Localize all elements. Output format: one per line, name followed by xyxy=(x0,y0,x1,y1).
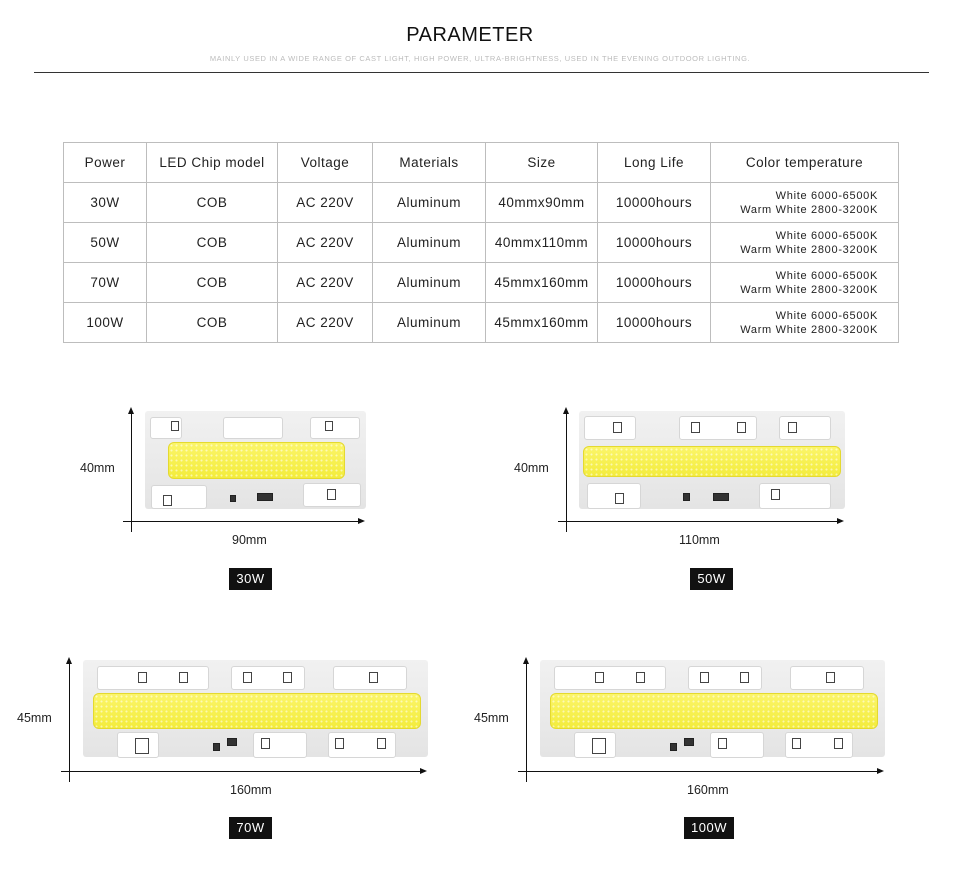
width-label: 160mm xyxy=(230,783,272,797)
header-materials: Materials xyxy=(373,143,486,183)
height-label: 40mm xyxy=(80,461,115,475)
component xyxy=(325,421,333,431)
component xyxy=(592,738,606,754)
component xyxy=(595,672,604,683)
cell-material: Aluminum xyxy=(373,303,486,343)
component xyxy=(700,672,709,683)
header-chip-model: LED Chip model xyxy=(147,143,278,183)
power-badge: 50W xyxy=(690,568,733,590)
solder-pad xyxy=(554,666,666,690)
component xyxy=(826,672,835,683)
cell-color-temperature xyxy=(711,303,899,343)
solder-pad xyxy=(310,417,360,439)
cell-size: 45mmx160mm xyxy=(486,303,598,343)
component xyxy=(213,743,220,751)
width-axis xyxy=(61,771,421,772)
color-white: White 6000-6500K xyxy=(775,309,878,322)
component xyxy=(243,672,252,683)
cell-chip: COB xyxy=(147,303,278,343)
width-axis xyxy=(518,771,878,772)
cell-size: 45mmx160mm xyxy=(486,263,598,303)
table-row xyxy=(64,223,899,263)
header-long-life: Long Life xyxy=(598,143,711,183)
solder-pad xyxy=(223,417,283,439)
component xyxy=(670,743,677,751)
component xyxy=(327,489,336,500)
page-subtitle: MAINLY USED IN A WIDE RANGE OF CAST LIGHT, HIGH POWER, ULTRA-BRIGHTNESS, USED IN THE EVENING OUTDOOR LIGHTING. xyxy=(209,54,751,63)
color-warm-white: Warm White 2800-3200K xyxy=(740,323,878,336)
component xyxy=(691,422,700,433)
component xyxy=(792,738,801,749)
color-warm-white: Warm White 2800-3200K xyxy=(740,203,878,216)
component xyxy=(261,738,270,749)
component xyxy=(369,672,378,683)
arrow-up-icon xyxy=(563,407,569,414)
arrow-up-icon xyxy=(66,657,72,664)
page-title: PARAMETER xyxy=(406,24,534,46)
height-axis xyxy=(566,412,567,532)
component xyxy=(683,493,690,501)
width-axis xyxy=(123,521,359,522)
component xyxy=(613,422,622,433)
cell-power: 70W xyxy=(64,263,147,303)
cell-power: 50W xyxy=(64,223,147,263)
cell-material: Aluminum xyxy=(373,223,486,263)
cell-life: 10000hours xyxy=(598,183,711,223)
component xyxy=(257,493,273,501)
header-power: Power xyxy=(64,143,147,183)
arrow-up-icon xyxy=(128,407,134,414)
solder-pad xyxy=(151,485,207,509)
height-label: 45mm xyxy=(474,711,509,725)
cob-led-board xyxy=(579,411,845,509)
cell-size: 40mmx110mm xyxy=(486,223,598,263)
cell-life: 10000hours xyxy=(598,223,711,263)
component xyxy=(737,422,746,433)
component xyxy=(171,421,179,431)
header-voltage: Voltage xyxy=(278,143,373,183)
width-axis xyxy=(558,521,838,522)
cell-color-temperature xyxy=(711,263,899,303)
cell-voltage: AC 220V xyxy=(278,303,373,343)
power-badge: 100W xyxy=(684,817,734,839)
table-row xyxy=(64,263,899,303)
height-axis xyxy=(131,412,132,532)
height-axis xyxy=(69,662,70,782)
header-color-temperature: Color temperature xyxy=(711,143,899,183)
color-warm-white: Warm White 2800-3200K xyxy=(740,243,878,256)
cell-material: Aluminum xyxy=(373,183,486,223)
component xyxy=(615,493,624,504)
table-row xyxy=(64,303,899,343)
height-axis xyxy=(526,662,527,782)
cob-led-board xyxy=(83,660,428,757)
cell-life: 10000hours xyxy=(598,303,711,343)
component xyxy=(230,495,236,502)
solder-pad xyxy=(779,416,831,440)
solder-pad xyxy=(759,483,831,509)
arrow-right-icon xyxy=(877,768,884,774)
component xyxy=(135,738,149,754)
solder-pad xyxy=(97,666,209,690)
solder-pad xyxy=(587,483,641,509)
component xyxy=(179,672,188,683)
led-emitter xyxy=(583,446,841,477)
cell-chip: COB xyxy=(147,183,278,223)
component xyxy=(684,738,694,746)
height-label: 45mm xyxy=(17,711,52,725)
cell-voltage: AC 220V xyxy=(278,223,373,263)
solder-pad xyxy=(584,416,636,440)
arrow-right-icon xyxy=(420,768,427,774)
component xyxy=(283,672,292,683)
component xyxy=(788,422,797,433)
title-divider xyxy=(34,72,929,73)
cell-color-temperature xyxy=(711,183,899,223)
header-size: Size xyxy=(486,143,598,183)
cell-size: 40mmx90mm xyxy=(486,183,598,223)
led-emitter xyxy=(93,693,421,729)
width-label: 110mm xyxy=(679,533,720,547)
led-emitter xyxy=(550,693,878,729)
color-white: White 6000-6500K xyxy=(775,229,878,242)
width-label: 160mm xyxy=(687,783,729,797)
parameter-table xyxy=(63,142,899,343)
cell-material: Aluminum xyxy=(373,263,486,303)
cell-power: 100W xyxy=(64,303,147,343)
component xyxy=(713,493,729,501)
component xyxy=(377,738,386,749)
width-label: 90mm xyxy=(232,533,267,547)
component xyxy=(138,672,147,683)
component xyxy=(718,738,727,749)
component xyxy=(834,738,843,749)
cell-power: 30W xyxy=(64,183,147,223)
table-header-row xyxy=(64,143,899,183)
arrow-right-icon xyxy=(837,518,844,524)
component xyxy=(335,738,344,749)
cell-chip: COB xyxy=(147,223,278,263)
table-row xyxy=(64,183,899,223)
height-label: 40mm xyxy=(514,461,549,475)
cell-life: 10000hours xyxy=(598,263,711,303)
led-emitter xyxy=(168,442,345,479)
component xyxy=(163,495,172,506)
cob-led-board xyxy=(540,660,885,757)
power-badge: 70W xyxy=(229,817,272,839)
cob-led-board xyxy=(145,411,366,509)
component xyxy=(227,738,237,746)
component xyxy=(636,672,645,683)
component xyxy=(771,489,780,500)
component xyxy=(740,672,749,683)
arrow-right-icon xyxy=(358,518,365,524)
cell-chip: COB xyxy=(147,263,278,303)
color-white: White 6000-6500K xyxy=(775,189,878,202)
arrow-up-icon xyxy=(523,657,529,664)
cell-voltage: AC 220V xyxy=(278,263,373,303)
power-badge: 30W xyxy=(229,568,272,590)
color-warm-white: Warm White 2800-3200K xyxy=(740,283,878,296)
cell-color-temperature xyxy=(711,223,899,263)
cell-voltage: AC 220V xyxy=(278,183,373,223)
color-white: White 6000-6500K xyxy=(775,269,878,282)
